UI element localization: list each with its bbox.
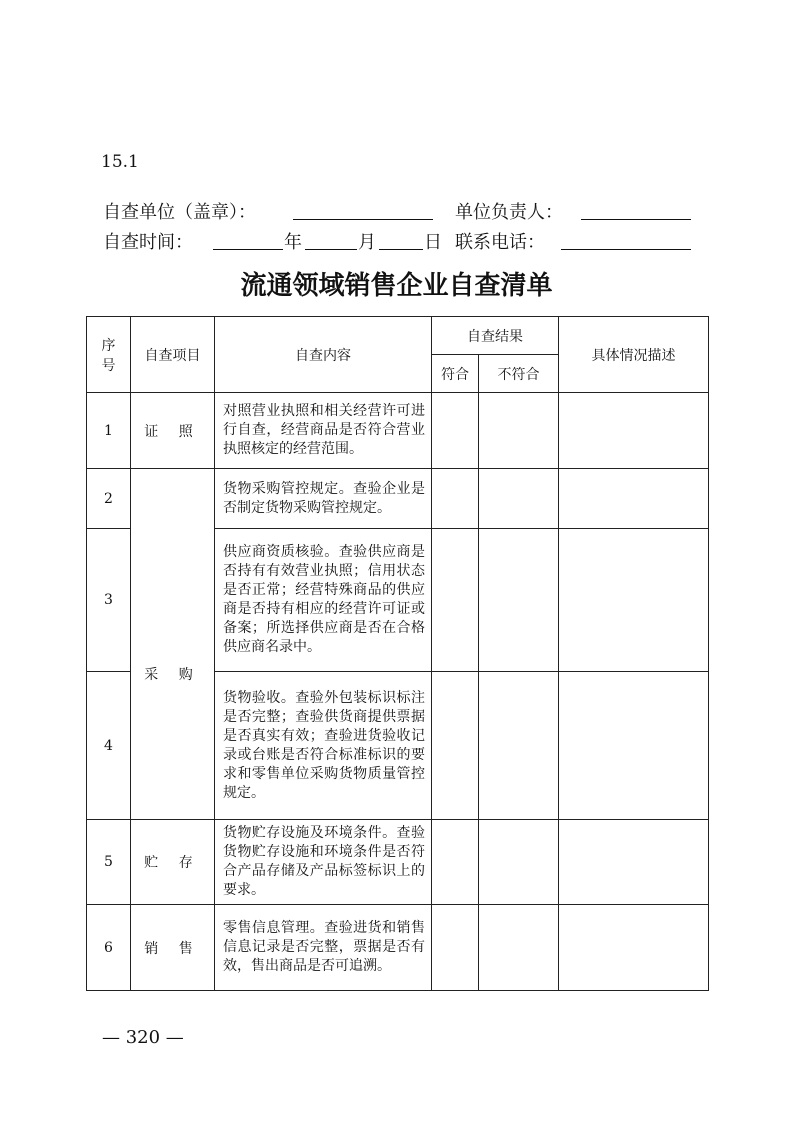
header-description: 具体情况描述 (559, 317, 709, 393)
header-conform: 符合 (432, 355, 479, 393)
check-item: 证 照 (131, 393, 215, 469)
conform-cell[interactable] (432, 393, 479, 469)
conform-cell[interactable] (432, 672, 479, 820)
description-cell[interactable] (559, 393, 709, 469)
section-number: 15.1 (101, 152, 139, 172)
document-title: 流通领域销售企业自查清单 (240, 271, 553, 301)
nonconform-cell[interactable] (479, 820, 559, 905)
row-number: 4 (87, 672, 131, 820)
month-label: 月 (358, 232, 376, 253)
row-number: 6 (87, 905, 131, 991)
row-number: 5 (87, 820, 131, 905)
day-blank[interactable] (379, 230, 423, 250)
conform-cell[interactable] (432, 469, 479, 529)
header-result: 自查结果 (432, 317, 559, 355)
conform-cell[interactable] (432, 820, 479, 905)
time-label: 自查时间： (103, 232, 193, 253)
nonconform-cell[interactable] (479, 469, 559, 529)
check-content: 货物采购管控规定。查验企业是否制定货物采购管控规定。 (215, 469, 432, 529)
description-cell[interactable] (559, 672, 709, 820)
check-item: 销 售 (131, 905, 215, 991)
header-seq (87, 317, 131, 393)
day-label: 日 (424, 232, 442, 253)
header-seq-line1: 序 (101, 337, 116, 354)
responsible-blank[interactable] (581, 200, 691, 220)
phone-blank[interactable] (561, 230, 691, 250)
table-row (87, 469, 709, 529)
conform-cell[interactable] (432, 529, 479, 672)
self-check-table (86, 316, 709, 991)
check-item: 贮 存 (131, 820, 215, 905)
row-number: 3 (87, 529, 131, 672)
year-blank[interactable] (213, 230, 283, 250)
table-row (87, 905, 709, 991)
description-cell[interactable] (559, 820, 709, 905)
nonconform-cell[interactable] (479, 393, 559, 469)
unit-label: 自查单位（盖章）： (103, 202, 256, 223)
check-content: 对照营业执照和相关经营许可进行自查，经营商品是否符合营业执照核定的经营范围。 (215, 393, 432, 469)
description-cell[interactable] (559, 905, 709, 991)
year-label: 年 (284, 232, 302, 253)
table-row (87, 393, 709, 469)
page-number: — 320 — (102, 1027, 184, 1048)
header-seq-line2: 号 (101, 357, 116, 374)
table-row (87, 820, 709, 905)
unit-blank[interactable] (293, 200, 433, 220)
header-content: 自查内容 (215, 317, 432, 393)
header-nonconform: 不符合 (479, 355, 559, 393)
description-cell[interactable] (559, 529, 709, 672)
phone-label: 联系电话： (455, 232, 545, 253)
conform-cell[interactable] (432, 905, 479, 991)
header-item: 自查项目 (131, 317, 215, 393)
responsible-label: 单位负责人： (455, 202, 563, 223)
check-content: 货物验收。查验外包装标识标注是否完整；查验供货商提供票据是否真实有效；查验进货验收记录或台账是否符合标准标识的要求和零售单位采购货物质量管控规定。 (215, 672, 432, 820)
nonconform-cell[interactable] (479, 905, 559, 991)
check-content: 零售信息管理。查验进货和销售信息记录是否完整，票据是否有效，售出商品是否可追溯。 (215, 905, 432, 991)
nonconform-cell[interactable] (479, 672, 559, 820)
check-item: 采 购 (131, 469, 215, 820)
nonconform-cell[interactable] (479, 529, 559, 672)
month-blank[interactable] (305, 230, 357, 250)
description-cell[interactable] (559, 469, 709, 529)
check-content: 供应商资质核验。查验供应商是否持有有效营业执照；信用状态是否正常；经营特殊商品的供应商是否持有相应的经营许可证或备案；所选择供应商是否在合格供应商名录中。 (215, 529, 432, 672)
row-number: 1 (87, 393, 131, 469)
check-content: 货物贮存设施及环境条件。查验货物贮存设施和环境条件是否符合产品存储及产品标签标识上的要求。 (215, 820, 432, 905)
row-number: 2 (87, 469, 131, 529)
